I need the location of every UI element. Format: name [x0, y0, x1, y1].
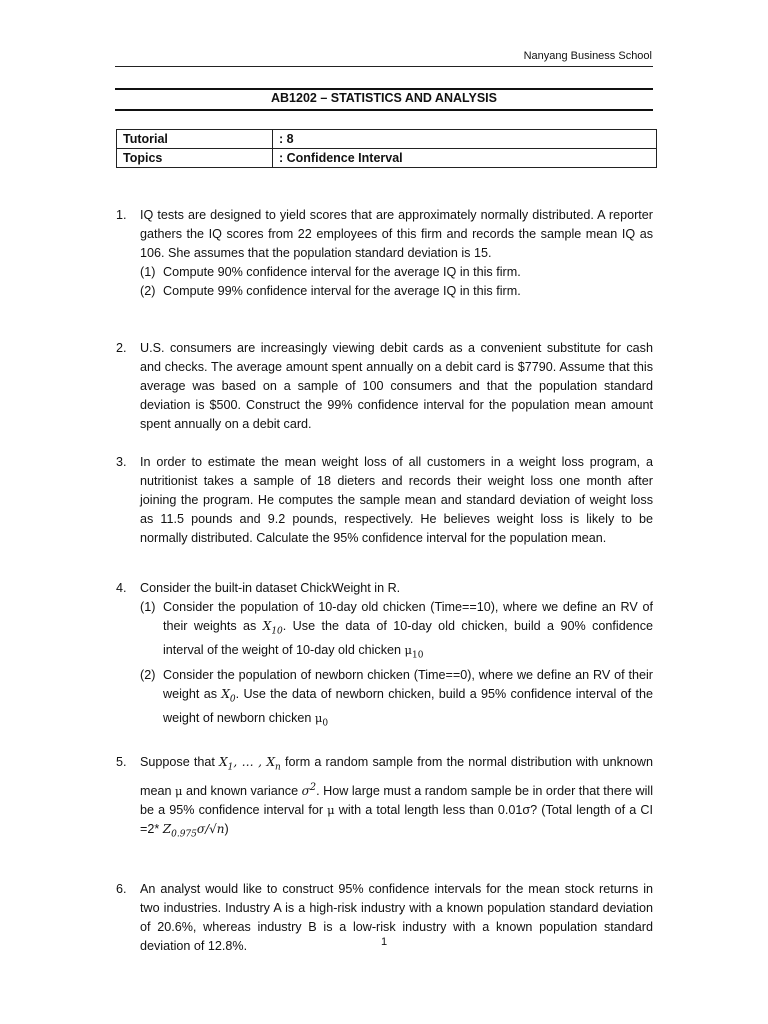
- question-number: 1.: [116, 208, 127, 222]
- sub-question: [140, 666, 653, 734]
- question-number: 4.: [116, 581, 127, 595]
- question-5: [116, 753, 653, 844]
- topics-value: : Confidence Interval: [273, 149, 657, 168]
- question-list: [116, 206, 653, 956]
- question-text: U.S. consumers are increasingly viewing debit cards as a convenient substitute for cash and checks. The average amount spent annually on a debit card is $7790. Assume that this average was based on a sample of 100 consumers and that the population standard deviation is $500. Construct the 99% confidence interval for the population mean amount spent annually on a debit card.: [140, 341, 653, 431]
- course-title: AB1202 – STATISTICS AND ANALYSIS: [271, 91, 497, 105]
- sub-question-number: (1): [140, 600, 156, 614]
- population-mean-symbol: $\mu_0$: [314, 711, 329, 729]
- sample-variables: $X_1$, … , $X_n$: [219, 755, 281, 773]
- sub-question: [140, 598, 653, 666]
- course-title-top-rule: [115, 88, 653, 90]
- variance-symbol: $\sigma^2$: [301, 781, 317, 798]
- sub-question-text: Compute 99% confidence interval for the average IQ in this firm.: [163, 284, 521, 298]
- sub-question-number: (1): [140, 265, 156, 279]
- question-number: 5.: [116, 755, 127, 770]
- tutorial-info-table: [116, 129, 657, 168]
- sub-question: [140, 263, 653, 282]
- question-number: 6.: [116, 882, 127, 897]
- question-text: In order to estimate the mean weight loss of all customers in a weight loss program, a nutritionist takes a sample of 18 dieters and records their weight loss one month after joining the program. He computes the sample mean and standard deviation of weight loss as 11.5 pounds and 9.2 pounds, respectively. He believes weight loss is likely to be normally distributed. Calculate the 95% confidence interval for the population mean.: [140, 455, 653, 545]
- tutorial-label: Tutorial: [117, 130, 273, 149]
- question-text: Suppose that $X_1$, … , $X_n$ form a random sample from the normal distribution with unknown mean μ and known variance $\sigma^2$. How large must a random sample be in order that there will be a 95% confidence interval for μ with a total length less than 0.01σ? (Total length of a CI =2* $Z_{0.975}\sigma/√n$): [140, 755, 654, 840]
- ci-length-formula: $Z_{0.975}\sigma/√n$: [162, 821, 225, 840]
- random-variable: $X_0$: [221, 686, 236, 705]
- question-number: 2.: [116, 341, 127, 355]
- tutorial-value: : 8: [273, 130, 657, 149]
- question-text: IQ tests are designed to yield scores that are approximately normally distributed. A reporter gathers the IQ scores from 22 employees of this firm and records the sample mean IQ as 106. She assumes that the population standard deviation is 15.: [140, 208, 653, 260]
- random-variable: $X_{10}$: [262, 619, 283, 637]
- sub-question-text: . Use the data of newborn chicken, build a 95% confidence interval of the weight of newborn chicken: [163, 686, 653, 726]
- topics-row: [117, 149, 657, 168]
- tutorial-row: [117, 130, 657, 149]
- question-text: An analyst would like to construct 95% confidence intervals for the mean stock returns in two industries. Industry A is a high-risk industry with a known population standard deviation of 20.6%, whereas industry B is a low-risk industry with a known population standard deviation of 12.8%.: [140, 882, 653, 954]
- population-mean-symbol: $\mu_{10}$: [404, 643, 424, 661]
- sub-question-text: Consider the population of newborn chicken (Time==0), where we define an RV of their weight as: [163, 667, 653, 701]
- question-3: [116, 453, 653, 548]
- question-2: [116, 339, 653, 434]
- sub-question-number: (2): [140, 667, 156, 682]
- course-title-bottom-rule: [115, 109, 653, 111]
- sub-question-text: . Use the data of 10-day old chicken, build a 90% confidence interval of the weight of 10-day old chicken: [163, 619, 654, 658]
- mu-symbol: μ: [175, 783, 183, 798]
- question-number: 3.: [116, 455, 127, 469]
- sub-question-text: Compute 90% confidence interval for the average IQ in this firm.: [163, 265, 521, 279]
- question-text: Consider the built-in dataset ChickWeight in R.: [140, 581, 401, 595]
- sub-question-text: Consider the population of 10-day old chicken (Time==10), where we define an RV of their weights as: [163, 600, 653, 633]
- mu-symbol: μ: [327, 802, 335, 817]
- sub-question: [140, 282, 653, 301]
- sub-question-number: (2): [140, 284, 156, 298]
- page-number: 1: [380, 936, 388, 948]
- school-header: Nanyang Business School: [523, 50, 652, 62]
- question-1: [116, 206, 653, 301]
- question-4: [116, 579, 653, 733]
- header-rule: [115, 66, 653, 67]
- topics-label: Topics: [117, 149, 273, 168]
